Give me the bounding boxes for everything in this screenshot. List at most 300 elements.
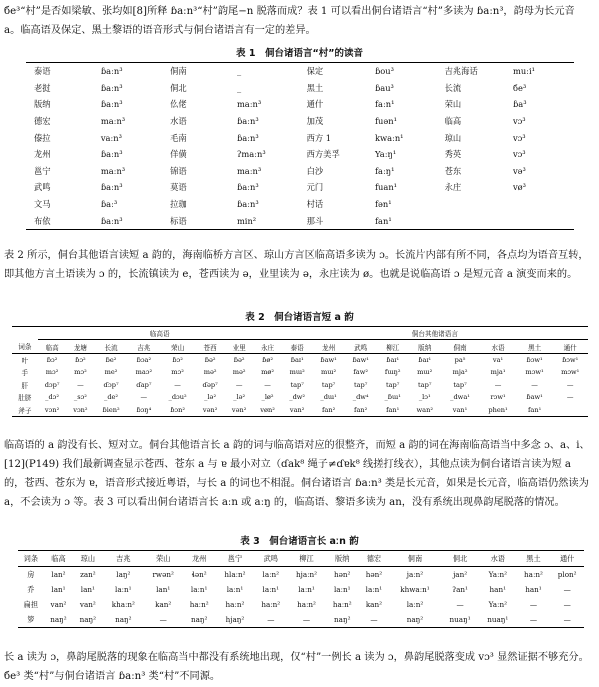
table-cell: 箩 (18, 612, 44, 628)
table-cell: 苍东 (444, 165, 462, 176)
table-cell: laːn¹ (365, 585, 383, 594)
table-cell: vaːn³ (100, 132, 122, 143)
table-cell: mja¹ (490, 368, 506, 377)
table-cell: 村话 (306, 199, 324, 210)
table-cell: Yaːn² (488, 600, 507, 609)
table-cell: 肝 (21, 381, 29, 390)
table-cell: — (566, 393, 574, 402)
table-header-cell: 临高 (44, 551, 73, 567)
table-cell: mɔ² (74, 368, 87, 377)
table-cell: 肚脐 (18, 394, 32, 403)
table-cell: maɔ² (135, 368, 153, 377)
table-cell: 侗南 (162, 63, 237, 80)
table-cell: lan² (51, 570, 66, 579)
table-cell: — (264, 380, 271, 389)
table-cell: fan¹ (517, 403, 553, 416)
table-cell: tap⁷ (290, 380, 304, 389)
table-header-cell: 黑土 (517, 340, 553, 353)
table-cell: mɔ² (45, 368, 59, 377)
table-cell: ɓou³ (375, 63, 437, 80)
table-row (12, 391, 588, 403)
table-cell: vən² (195, 403, 225, 416)
table-cell (437, 212, 513, 229)
table-header-row (18, 551, 584, 567)
table-cell: _dwa¹ (450, 393, 470, 402)
table-cell: 武鸣 (34, 182, 51, 193)
table-cell: laːn¹ (262, 585, 280, 594)
table-header-cell: 荣山 (160, 340, 195, 353)
table-cell: _lə² (233, 393, 246, 402)
table-cell: naŋ² (325, 612, 359, 628)
table-row (12, 403, 588, 416)
table-cell: 佯僙 (170, 149, 187, 160)
table-cell: 毛南 (170, 132, 187, 143)
table-cell: van² (50, 600, 67, 609)
table-cell: van² (282, 403, 313, 416)
table-cell: laːn¹ (190, 585, 208, 594)
table-cell: ɓa³ (512, 99, 527, 110)
table-cell: laːn¹ (333, 585, 351, 594)
table-header-cell: 黑土 (517, 551, 551, 567)
table-cell: ɓɔ² (46, 355, 58, 364)
table-cell: ɓaɪ¹ (290, 355, 304, 364)
table-cell: khaːn² (111, 600, 135, 609)
table-cell: 傣拉 (34, 132, 51, 143)
table-row (18, 597, 584, 612)
table-cell: 拉珈 (170, 199, 187, 210)
table-cell: 临高 (444, 116, 462, 127)
table-cell: — (494, 380, 502, 389)
table-cell: 加茂 (306, 116, 324, 127)
table-2-caption: 表 2 侗台诸语言短 a 韵 (245, 312, 354, 323)
table-cell: kan² (155, 600, 172, 609)
table-header-cell: 武鸣 (254, 551, 288, 567)
table-cell: vɔ³ (512, 149, 526, 160)
table-header-cell: 长流 (94, 340, 127, 353)
table-row (12, 353, 588, 366)
table-header-row (12, 340, 588, 353)
paragraph-3: 临高语的 a 韵没有长、短对立。侗台其他语言长 a 韵的词与临高语对应的很整齐，而短 a 韵的词在海南临高语当中多念 ɔ、a、i、[12](P149) 我们最新调查显示苍西、苍东 a 与 ɐ 最小对立（ɗak⁸ 绳子≠ɗɐk⁸ 线搓打线衣），其他点读为侗台诸语言读为短 a 的，苍西、苍东为 ɐ，语音形式接近粤语，与长 a 的词也不相混。侗台诸语言 ɓaːn³ 类是长元音，如果是长元音，临高语仍然读为 a，不会读为 ɔ 等。表 3 可以看出侗台诸语言长 aːn 或 aːŋ 的，临高语、黎语多读为 an，没有系统出现鼻韵尾脱落的情况。 (4, 440, 590, 508)
table-cell: _sɔ² (73, 393, 87, 402)
table-cell: ɗɔp⁷ (103, 380, 119, 389)
table-header-cell: 琼山 (73, 551, 102, 567)
table-cell: plon² (557, 570, 577, 579)
table-cell: pa⁵ (454, 355, 466, 364)
table-cell: phen¹ (479, 403, 517, 416)
table-cell: — (550, 612, 584, 628)
table-cell: mja² (452, 368, 468, 377)
table-cell: 版纳 (34, 99, 51, 110)
table-row (26, 63, 574, 80)
table-header-cell: 侗南 (389, 551, 442, 567)
table-cell: 保定 (299, 63, 375, 80)
table-header-cell: 邕宁 (216, 551, 254, 567)
table-header-cell: 泰语 (282, 340, 313, 353)
table-cell: 文马 (34, 199, 51, 210)
table-cell: — (563, 600, 571, 609)
table-cell: — (529, 600, 538, 609)
table-cell: ɓaɪ¹ (386, 355, 400, 364)
table-cell (552, 403, 588, 416)
table-cell: khwaːn¹ (400, 585, 430, 594)
table-cell: ɓaːn³ (100, 149, 123, 160)
table-cell: _dw⁴ (352, 393, 369, 402)
table-cell: rɔw¹ (490, 393, 506, 402)
table-cell: 西方美孚 (306, 149, 340, 160)
table-cell: ɓə² (233, 355, 245, 364)
table-cell: ɓɔw¹ (562, 355, 579, 364)
table-cell: 扁担 (23, 599, 39, 609)
table-cell: haːn² (261, 600, 281, 609)
table-3-caption: 表 3 侗台诸语言长 aːn 韵 (240, 536, 359, 547)
table-cell: 白沙 (306, 165, 324, 176)
table-cell: van¹ (441, 403, 479, 416)
table-header-cell: 词条 (18, 551, 44, 567)
table-cell: ɓaː³ (100, 199, 118, 210)
table-cell: — (288, 612, 326, 628)
table-cell: mə² (232, 368, 246, 377)
table-cell: ɓaw¹ (526, 393, 543, 402)
table-cell: _dɔ² (45, 393, 60, 402)
table-cell: _lə² (204, 393, 217, 402)
table-cell: ɓø² (262, 355, 273, 364)
table-cell: han¹ (489, 585, 506, 594)
table-row (12, 366, 588, 378)
table-cell: ɓaːn³ (236, 182, 259, 193)
table-cell: 锦语 (170, 165, 187, 176)
table-cell: fən¹ (374, 199, 392, 210)
table-cell: hən² (334, 570, 351, 579)
paragraph-4: 长 a 读为 ɔ，鼻韵尾脱落的现象在临高当中都没有系统地出现，仅“村”一例长 a 读为 ɔ，鼻韵尾脱落变成 vɔ³ 显然证据不够充分。бe³ 类“村”与侗台诸语言 ɓaːn³ 类“村”不同源。 (4, 652, 589, 682)
table-cell: min² (237, 212, 299, 229)
table-cell: 叶 (21, 356, 29, 365)
table-cell: mɔw¹ (561, 368, 580, 377)
table-cell: dɔp⁷ (44, 380, 60, 389)
table-cell: faw² (353, 368, 368, 377)
table-3 (18, 550, 584, 628)
table-header-cell: 德宏 (359, 551, 389, 567)
table-cell: 荣山 (444, 99, 462, 110)
table-cell: hlaːn² (224, 570, 246, 579)
table-row (26, 196, 574, 213)
table-cell: tap⁷ (321, 380, 336, 389)
table-cell: — (563, 585, 571, 594)
table-header-cell: 水语 (479, 340, 517, 353)
table-cell: _lø² (261, 393, 274, 402)
table-cell: ʔan¹ (452, 585, 468, 594)
table-cell: — (359, 612, 389, 628)
table-row (26, 146, 574, 163)
table-row (26, 113, 574, 130)
table-cell: fan² (313, 403, 345, 416)
table-row (26, 179, 574, 196)
paragraph-1: бe³“村”是否如梁敏、张均如[8]所释 ɓaːn³“村”韵尾−n 脱落而成？表 1 可以看出侗台诸语言“村”多读为 ɓaːn³，韵母为长元音 a。临高语及保定、黑土黎语的语音形式与侗台诸语言有一定的差异。 (4, 6, 575, 36)
table-group-right: 侗台其他诸语言 (282, 327, 588, 340)
table-cell: — (235, 380, 243, 389)
table-cell: _dw² (289, 393, 306, 402)
table-cell: 吉兆海话 (437, 63, 513, 80)
table-cell: ɓaːn³ (100, 82, 123, 93)
table-header-cell: 龙塘 (66, 340, 94, 353)
table-cell: — (144, 612, 182, 628)
table-cell: 布依 (26, 212, 101, 229)
table-cell: ɓaːn³ (236, 116, 259, 127)
table-cell: Yaːn² (488, 570, 507, 579)
table-cell: ɓaːn³ (101, 63, 162, 80)
table-cell: ɓɔ² (172, 355, 183, 364)
table-header-cell: 柳江 (377, 340, 409, 353)
table-cell: kan² (365, 600, 382, 609)
table-cell: vɔ³ (512, 132, 526, 143)
table-row (26, 129, 574, 146)
table-cell: lan¹ (51, 585, 66, 594)
table-cell (513, 196, 574, 213)
table-header-cell: 通什 (550, 551, 584, 567)
table-row (26, 212, 574, 229)
table-cell: 永庄 (444, 182, 462, 193)
table-cell: mɯ² (289, 368, 305, 377)
table-header-cell: 吉兆 (103, 551, 145, 567)
table-header-cell: 侗北 (441, 551, 479, 567)
table-cell: _lɔ¹ (418, 393, 431, 402)
table-cell: 西方 1 (306, 132, 332, 143)
table-cell: tap⁷ (353, 380, 368, 389)
table-cell: — (566, 380, 574, 389)
table-cell: 斧子 (12, 403, 38, 416)
table-cell: 黑土 (306, 82, 324, 93)
table-cell: 琼山 (444, 132, 462, 143)
table-header-cell: 荣山 (144, 551, 182, 567)
table-row (12, 379, 588, 391)
table-cell: fɯŋ² (384, 368, 401, 377)
table-cell: 莫语 (170, 182, 187, 193)
table-cell: ʔmaːn³ (236, 149, 266, 160)
table-cell: ɓaːn³ (236, 199, 259, 210)
table-header-cell: 苍西 (195, 340, 225, 353)
table-cell: tap⁷ (453, 380, 467, 389)
table-cell: haːn² (297, 600, 316, 609)
table-cell: ɗəp⁷ (202, 380, 218, 389)
table-cell: va¹ (492, 355, 504, 364)
table-cell: maːn³ (100, 165, 126, 176)
table-row (18, 567, 584, 583)
table-cell: 秀英 (444, 149, 462, 160)
table-cell: haːn² (225, 600, 245, 609)
table-cell: mɔ² (171, 368, 184, 377)
table-cell: fan¹ (377, 403, 409, 416)
table-header-cell: 词条 (12, 340, 38, 353)
table-cell: jan² (453, 570, 468, 579)
table-cell: naŋ² (103, 612, 145, 628)
table-cell: 德宏 (34, 116, 51, 127)
table-cell: ɓɔw¹ (526, 355, 543, 364)
table-cell: 仫佬 (170, 99, 187, 110)
table-cell: ɓaːn³ (100, 182, 123, 193)
table-row (18, 582, 584, 597)
table-header-cell: 柳江 (288, 551, 326, 567)
table-cell: Yaːŋ¹ (374, 149, 397, 160)
table-cell: — (140, 393, 148, 402)
table-cell: faːŋ¹ (374, 165, 395, 176)
table-cell: tap⁷ (418, 380, 432, 389)
table-header-cell: 武鸣 (345, 340, 377, 353)
table-cell: 通什 (306, 99, 324, 110)
table-cell: ɓien² (94, 403, 127, 416)
table-cell: ɓaɪ¹ (418, 355, 432, 364)
table-cell: maːn³ (100, 116, 126, 127)
table-cell: və³ (512, 165, 526, 176)
table-cell: 侗北 (170, 82, 187, 93)
table-cell: haːn² (189, 600, 209, 609)
table-cell: faːn¹ (374, 99, 395, 110)
table-cell: _de² (104, 393, 119, 402)
table-cell: ɓau³ (374, 82, 394, 93)
table-cell: ɬən² (191, 570, 207, 579)
table-cell: vɔ³ (512, 116, 526, 127)
table-cell: laːn² (262, 570, 280, 579)
table-header-cell: 版纳 (325, 551, 359, 567)
table-cell: ɓɔn² (160, 403, 195, 416)
table-cell (437, 196, 513, 213)
table-cell: — (77, 380, 84, 389)
table-row (26, 163, 574, 180)
table-header-cell: 业里 (225, 340, 253, 353)
table-cell: — (531, 380, 538, 389)
table-cell: 标语 (162, 212, 237, 229)
table-cell: naŋ² (182, 612, 216, 628)
table-cell: _dɔu² (168, 393, 187, 402)
table-cell: — (174, 380, 181, 389)
table-cell: mɔw¹ (525, 368, 544, 377)
table-cell: naŋ² (389, 612, 442, 628)
table-header-cell: 侗南 (441, 340, 479, 353)
table-cell: wan² (409, 403, 441, 416)
table-cell: laːn² (406, 600, 424, 609)
table-cell: van² (79, 600, 96, 609)
table-header-cell: 永庄 (253, 340, 281, 353)
paragraph-2: 表 2 所示，侗台其他语言读短 a 韵的，海南临桥方言区、琼山方言区临高语多读为 ɔ。长流片内部有所不同，各点均为语音互转，即其他方言土语读为 ɔ 的，长流镇读为 e，苍西读为 ə，业里读为 ə，永庄读为 ø。也就是说临高语 ɔ 是短元音 a 演变而来的。 (4, 250, 589, 280)
table-cell: ɓɔ² (75, 355, 86, 364)
table-1-caption: 表 1 侗台诸语言“村”的读音 (236, 48, 363, 59)
table-cell: me² (104, 368, 118, 377)
table-cell: 房 (27, 569, 35, 579)
table-cell: maːn³ (236, 99, 262, 110)
table-cell: 水语 (170, 116, 187, 127)
table-cell: nuaŋ¹ (441, 612, 479, 628)
table-cell: mɯ² (321, 368, 337, 377)
table-cell: ɓə² (204, 355, 216, 364)
table-cell: 手 (21, 369, 29, 378)
table-cell: mø² (261, 368, 274, 377)
table-cell: vɔn² (38, 403, 67, 416)
table-header-cell: 版纳 (409, 340, 441, 353)
table-cell: ɓɔa² (136, 355, 152, 364)
table-cell: haːn² (524, 570, 543, 579)
table-row (26, 80, 574, 97)
table-cell: 邕宁 (34, 165, 51, 176)
table-cell: vøn² (253, 403, 281, 416)
table-cell: nuaŋ¹ (479, 612, 517, 628)
table-cell: — (456, 600, 464, 609)
table-cell: vən² (225, 403, 253, 416)
table-cell: laːn¹ (226, 585, 244, 594)
table-row (26, 96, 574, 113)
table-cell: _ɓɯ¹ (384, 393, 401, 402)
table-header-cell: 通什 (552, 340, 588, 353)
table-cell: hən² (365, 570, 383, 579)
table-cell: haːn² (332, 600, 352, 609)
table-cell: ɓɔŋ⁴ (128, 403, 160, 416)
table-cell: tap⁷ (385, 380, 400, 389)
table-group-blank (12, 327, 38, 340)
table-cell: ɓaːn³ (101, 212, 162, 229)
table-cell: laːn¹ (115, 585, 132, 594)
table-cell: naŋ² (73, 612, 102, 628)
table-cell: mə² (203, 368, 217, 377)
table-cell: ɓaːn³ (236, 132, 259, 143)
table-cell: zan² (80, 570, 96, 579)
table-cell: ɓaw¹ (320, 355, 337, 364)
table-cell: fan¹ (375, 212, 437, 229)
table-cell: hjaːn² (295, 570, 318, 579)
table-cell: 老挝 (34, 82, 51, 93)
table-cell: jaːn² (406, 570, 424, 579)
table-cell: 长流 (444, 82, 462, 93)
table-cell: maːn³ (236, 165, 262, 176)
table-cell: naŋ² (44, 612, 73, 628)
table-header-cell: 临高 (38, 340, 67, 353)
table-1 (26, 62, 574, 230)
table-row (18, 612, 584, 628)
table-cell: fuən¹ (374, 116, 397, 127)
table-cell: 龙州 (34, 149, 51, 160)
table-cell: vø³ (512, 182, 526, 193)
table-cell: 泰语 (26, 63, 101, 80)
table-cell: ɓaw¹ (352, 355, 369, 364)
table-header-cell: 水语 (479, 551, 517, 567)
table-cell: ɓe² (105, 355, 117, 364)
table-cell: muːi¹ (513, 63, 574, 80)
table-cell: — (254, 612, 288, 628)
table-cell: fan² (345, 403, 377, 416)
table-cell: ɓaːn³ (100, 99, 123, 110)
table-cell: vɔn² (66, 403, 94, 416)
table-cell: lan¹ (156, 585, 171, 594)
table-cell: han¹ (525, 585, 542, 594)
table-cell: _ (236, 82, 242, 93)
table-header-cell: 吉兆 (128, 340, 160, 353)
table-cell: ɗap⁷ (136, 380, 152, 389)
table-header-cell: 龙州 (182, 551, 216, 567)
table-cell: 那斗 (299, 212, 375, 229)
table-header-cell: 龙州 (313, 340, 345, 353)
table-cell: — (517, 612, 551, 628)
table-cell: _ (237, 63, 299, 80)
table-group-left: 临高语 (38, 327, 282, 340)
table-cell: lan¹ (80, 585, 95, 594)
table-cell: mɯ² (417, 368, 433, 377)
table-cell: hjaŋ² (216, 612, 254, 628)
table-cell: laŋ² (116, 570, 131, 579)
table-cell: kwaːn¹ (374, 132, 404, 143)
table-cell: 元门 (306, 182, 324, 193)
table-cell: laːn¹ (298, 585, 315, 594)
table-cell: fuan¹ (374, 182, 397, 193)
table-cell: бe³ (512, 82, 527, 93)
table-cell: 乔 (27, 584, 35, 594)
table-cell: rwən² (152, 570, 174, 579)
table-cell (513, 212, 574, 229)
